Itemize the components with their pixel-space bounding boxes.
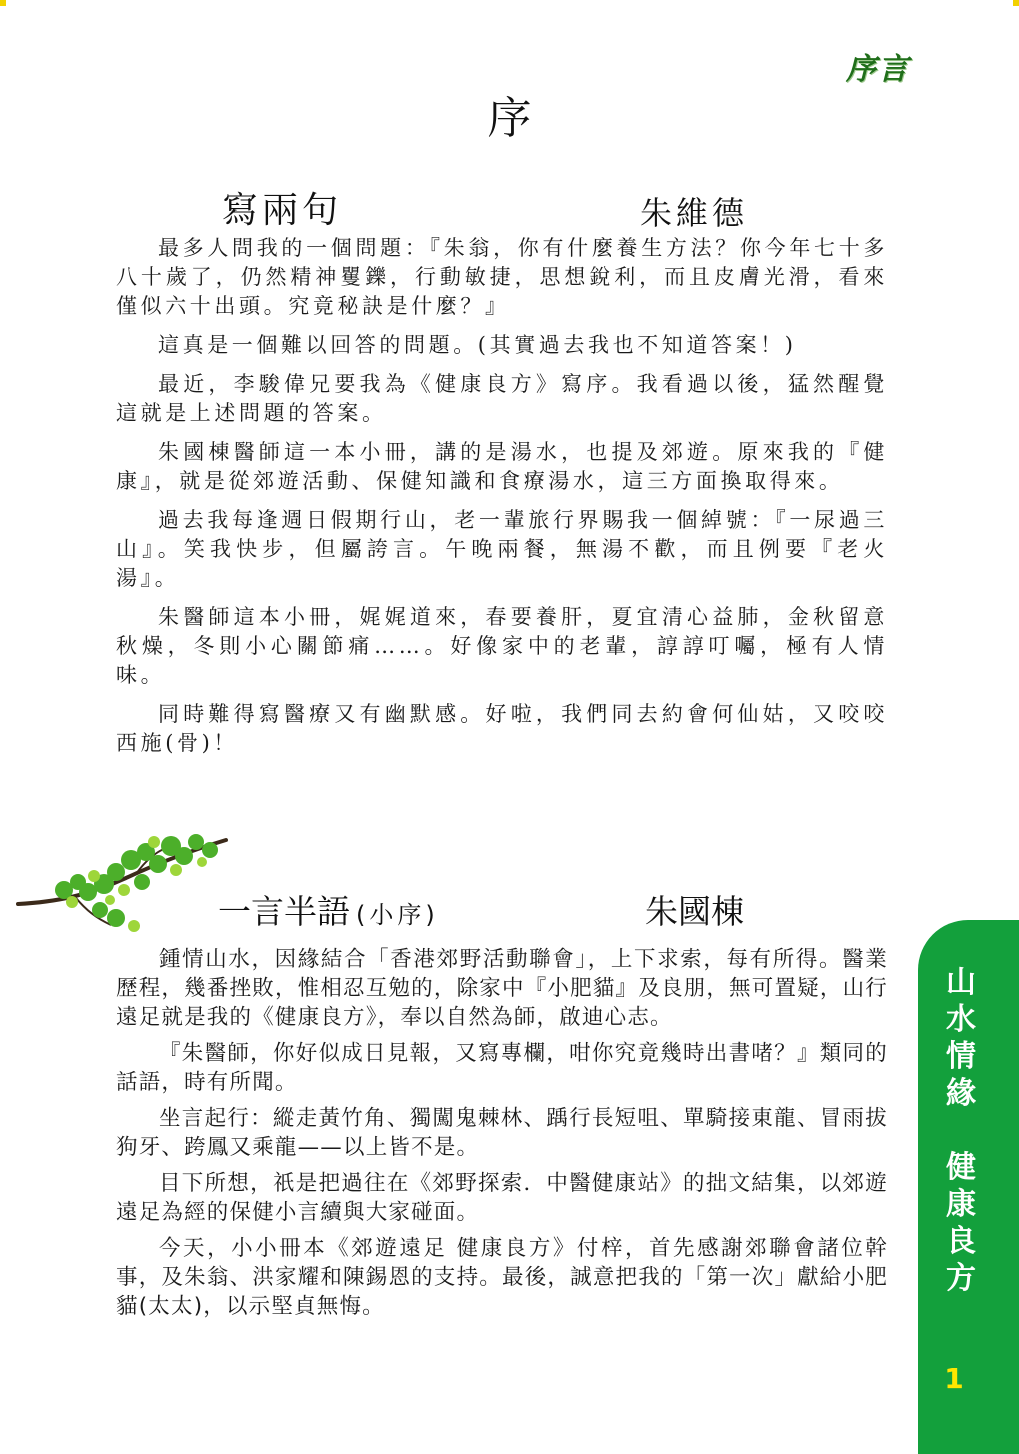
paragraph: 坐言起行：縱走黃竹角、獨闖鬼棘林、踽行長短咀、單騎接東龍、冒雨拔狗牙、跨鳳又乘龍——以上皆不是。 bbox=[116, 1106, 888, 1160]
crop-mark-left bbox=[0, 0, 6, 6]
maple-branch-icon bbox=[16, 830, 236, 940]
section2-title-text: 一言半語 bbox=[218, 892, 350, 931]
paragraph: 『朱醫師，你好似成日見報，又寫專欄，咁你究竟幾時出書啫？』類同的話語，時有所聞。 bbox=[116, 1041, 888, 1095]
paragraph: 朱醫師這本小冊，娓娓道來，春要養肝，夏宜清心益肺，金秋留意秋燥，冬則小心關節痛……。好像家中的老輩，諄諄叮囑，極有人情味。 bbox=[116, 605, 888, 687]
paragraph: 目下所想，祇是把過往在《郊野探索．中醫健康站》的拙文結集，以郊遊遠足為經的保健小言續與大家碰面。 bbox=[116, 1171, 888, 1225]
paragraph: 最近，李駿偉兄要我為《健康良方》寫序。我看過以後，猛然醒覺這就是上述問題的答案。 bbox=[116, 372, 888, 425]
paragraph: 過去我每逢週日假期行山，老一輩旅行界賜我一個綽號：『一尿過三山』。笑我快步，但屬誇言。午晚兩餐，無湯不歡，而且例要『老火湯』。 bbox=[116, 508, 888, 590]
page-title: 序 bbox=[487, 93, 532, 144]
paragraph: 同時難得寫醫療又有幽默感。好啦，我們同去約會何仙姑，又咬咬西施(骨)！ bbox=[116, 702, 888, 755]
paragraph: 鍾情山水，因緣結合「香港郊野活動聯會」，上下求索，每有所得。醫業歷程，幾番挫敗，惟相忍互勉的，除家中『小肥貓』及良朋，無可置疑，山行遠足就是我的《健康良方》，奉以自然為師，啟迪心志。 bbox=[116, 947, 888, 1030]
chapter-header-label: 序言 bbox=[846, 52, 910, 87]
paragraph: 最多人問我的一個問題：『朱翁，你有什麼養生方法？你今年七十多八十歲了，仍然精神矍鑠，行動敏捷，思想銳利，而且皮膚光滑，看來僅似六十出頭。究竟秘訣是什麼？』 bbox=[116, 236, 888, 318]
paragraph: 這真是一個難以回答的問題。(其實過去我也不知道答案！) bbox=[158, 333, 797, 357]
section2-title bbox=[218, 886, 439, 933]
side-tab-title: 山 水 情 緣 健 康 良 方 bbox=[946, 965, 976, 1296]
section2-subtitle: (小序) bbox=[356, 901, 439, 929]
paragraph: 朱國棟醫師這一本小冊，講的是湯水，也提及郊遊。原來我的『健康』，就是從郊遊活動、保健知識和食療湯水，這三方面換取得來。 bbox=[116, 440, 888, 493]
section1-body bbox=[116, 234, 888, 768]
section2-body bbox=[116, 945, 888, 1328]
section1-title: 寫兩句 bbox=[222, 190, 343, 231]
page-number: 1 bbox=[944, 1362, 964, 1395]
paragraph: 今天，小小冊本《郊遊遠足 健康良方》付梓，首先感謝郊聯會諸位幹事，及朱翁、洪家耀和陳錫恩的支持。最後，誠意把我的「第一次」獻給小肥貓(太太)，以示堅貞無悔。 bbox=[116, 1236, 888, 1319]
section2-author: 朱國棟 bbox=[645, 892, 744, 931]
section1-author: 朱維德 bbox=[640, 194, 749, 232]
crop-mark-right bbox=[1013, 0, 1019, 6]
